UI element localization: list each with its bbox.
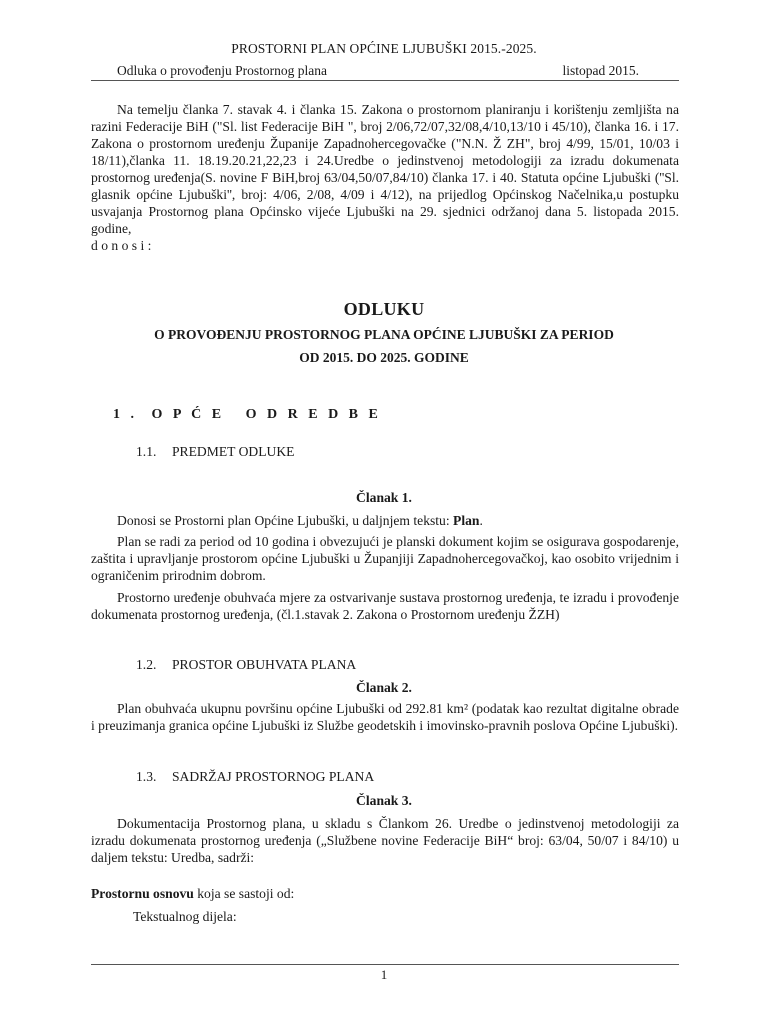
prostorna-bold: Prostornu osnovu (91, 886, 194, 901)
section-heading-1: 1 . O P Ć E O D R E D B E (113, 407, 382, 422)
prostorna-rest: koja se sastoji od: (193, 886, 295, 901)
p2-text: Plan se radi za period od 10 godina i obvezujući je planski dokument kojim se osigurava gospodarenje, zaštita i upravljanje prostorom općine Ljubuški u Županjiji Zapadnohercegovačkoj, kao osobito vrijednim i ograničenim prirodnim dobrom. (91, 534, 679, 583)
subsection-heading-1-1 (136, 444, 294, 460)
subsection-number: 1.3. (136, 769, 157, 784)
running-header-title: PROSTORNI PLAN OPĆINE LJUBUŠKI 2015.-2025. (231, 41, 537, 56)
p5-text: Dokumentacija Prostornog plana, u skladu s Člankom 26. Uredbe o jedinstvenoj metodologiji za izradu dokumenata prostornog uređenja („Službene novine Federacije BiH“ broj: 63/04, 50/07 i 84/10) u daljem tekstu: Uredba, sadrži: (91, 816, 679, 865)
running-header-row (117, 63, 639, 79)
tekstualni-dio-line: Tekstualnog dijela: (133, 909, 237, 924)
subsection-number: 1.2. (136, 657, 157, 672)
p1-text: Donosi se Prostorni plan Općine Ljubuški, u daljnjem tekstu: (117, 513, 454, 528)
document-subtitle-line1: O PROVOĐENJU PROSTORNOG PLANA OPĆINE LJUBUŠKI ZA PERIOD (154, 327, 614, 342)
article-1-heading: Članak 1. (356, 490, 412, 505)
prostorna-osnova-line (91, 886, 294, 902)
p1-bold: Plan (453, 513, 480, 528)
subsection-label: PROSTOR OBUHVATA PLANA (172, 657, 357, 672)
header-divider (91, 80, 679, 81)
header-document-name: Odluka o provođenju Prostornog plana (117, 63, 327, 78)
article-3-heading: Članak 3. (356, 793, 412, 808)
subsection-label: PREDMET ODLUKE (172, 444, 295, 459)
subsection-label: SADRŽAJ PROSTORNOG PLANA (172, 769, 375, 784)
article-1-paragraph-2 (91, 533, 679, 584)
p1-end: . (479, 513, 483, 528)
article-1-paragraph-3 (91, 589, 679, 623)
donosi-text: d o n o s i : (91, 238, 152, 253)
header-date: listopad 2015. (562, 63, 639, 78)
page-number: 1 (380, 967, 388, 982)
article-3-paragraph (91, 815, 679, 866)
article-2-heading: Članak 2. (356, 680, 412, 695)
intro-paragraph (91, 101, 679, 254)
document-subtitle-line2: OD 2015. DO 2025. GODINE (299, 350, 469, 365)
footer-divider (91, 964, 679, 965)
subsection-heading-1-3 (136, 769, 374, 785)
intro-text: Na temelju članka 7. stavak 4. i članka 15. Zakona o prostornom planiranju i korištenju zemljišta na razini Federacije BiH ("Sl. list Federacije BiH ", broj 2/06,72/07,32/08,4/10,13/10 i 45/10), članka 16. i 17. Zakona o prostornom uređenju Županije Zapadnohercegovačke ("N.N. Ž ZH", broj 4/99, 15/01, 10/03 i 18/11),članka 11. 18.19.20.21,22,23 i 24.Uredbe o jedinstvenoj metodologiji za izradu dokumenata prostornog uređenja(S. novine F BiH,broj 63/04,50/07,84/10) članka 17. i 40. Statuta općine Ljubuški (''Sl. glasnik općine Ljubuški'', broj: 4/06, 2/08, 4/09 i 4/12), na prijedlog Općinskog Načelnika,u postupku usvajanja Prostornog plana Općinsko vijeće Ljubuški na 29. sjednici održanoj dana 5. listopada 2015. godine, (91, 102, 679, 236)
subsection-heading-1-2 (136, 657, 356, 673)
article-2-paragraph (91, 700, 679, 734)
p4-text: Plan obuhvaća ukupnu površinu općine Ljubuški od 292.81 km² (podatak kao rezultat digitalne obrade i preuzimanja granica općine Ljubuški iz Službe geodetskih i imovinsko-pravnih poslova Općine Ljubuški). (91, 701, 679, 733)
subsection-number: 1.1. (136, 444, 157, 459)
article-1-paragraph-1 (91, 512, 679, 529)
p3-text: Prostorno uređenje obuhvaća mjere za ostvarivanje sustava prostornog uređenja, te izradu i provođenje dokumenata prostornog uređenja, (čl.1.stavak 2. Zakona o Prostornom uređenju ŽZH) (91, 590, 679, 622)
document-title: ODLUKU (343, 299, 425, 319)
